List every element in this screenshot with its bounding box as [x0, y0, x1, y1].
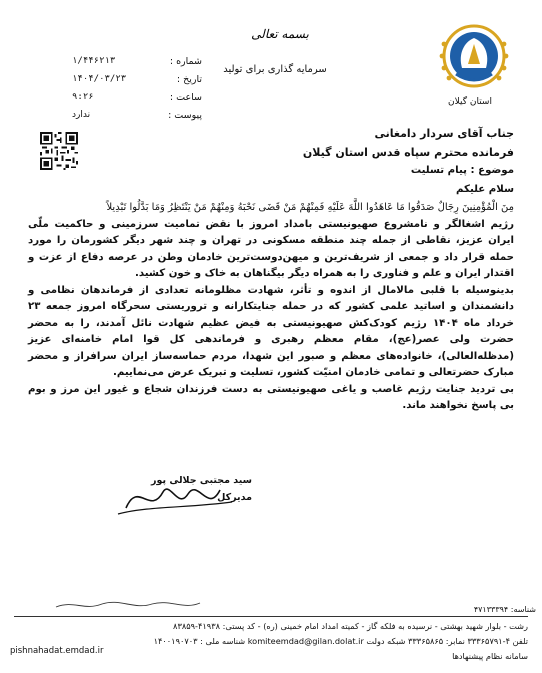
meta-date-row [72, 70, 202, 88]
time-label: ساعت : [169, 91, 202, 103]
recipient-title: فرمانده محترم سپاه قدس استان گیلان [302, 145, 514, 159]
slogan: سرمایه گذاری برای تولید [223, 64, 327, 75]
meta-number-row [72, 52, 202, 70]
paragraph-2: بدینوسیله با قلبی مالامال از اندوه و تأثر، شهادت مظلومانه تعدادی از فرماندهان نظامی و دانشمندان و اساتید علمی کشور که در حمله جنایتکارانه و تروریستی سحرگاه امروز جمعه ۲۳ خرداد ماه ۱۴۰۴ رژیم کودک‌کش صهیونیستی به فیض عظیم شهادت نائل آمدند، را به محضر حضرت ولی عصر(عج)، مقام معظم رهبری و فرماندهی کل قوا امام خامنه‌ای عزیز (مدظله‌العالی)، خانواده‌های معظم و صبور این شهدا، مردم حماسه‌ساز ایران سرافراز و محضر مبارک حضرتعالی و تمامی خادمان امنیّت کشور، تسلیت و تبریک عرض می‌نماییم. [28, 284, 514, 378]
meta-attach-row [72, 106, 202, 124]
letter-greeting: سلام علیکم [456, 183, 514, 195]
attach-value: ندارد [72, 110, 91, 120]
signer-name: سید مجتبی جلالی پور [151, 475, 252, 486]
date-value: ۱۴۰۴/۰۳/۲۳ [72, 74, 127, 84]
letter-body [28, 126, 514, 415]
signer-title: مدیرکل [217, 492, 252, 503]
meta-time-row [72, 88, 202, 106]
province-label: استان گیلان [448, 97, 492, 107]
basmala-calligraphy [240, 18, 320, 50]
footer-calligraphy [54, 598, 202, 612]
website-link[interactable]: pishnahadat.emdad.ir [10, 646, 104, 656]
paragraph-3: بی تردید جنایت رژیم غاصب و یاغی صهیونیستی به دست فرزندان شجاع و غیور این مرز و بوم بی پاسخ نخواهند ماند. [28, 383, 514, 411]
date-label: تاریخ : [176, 73, 202, 85]
footer-address: رشت - بلوار شهید بهشتی - نرسیده به فلکه گاز - کمیته امداد امام خمینی (ره) - کد پستی: ۴۱۹۳۸-۸۳۸۵۹ [173, 621, 528, 631]
recipient-name: جناب آقای سردار دامغانی [374, 127, 514, 140]
number-label: شماره : [169, 55, 202, 67]
quran-verse: مِنَ الْمُؤْمِنِينَ رِجَالٌ صَدَقُوا مَا عَاهَدُوا اللَّهَ عَلَيْهِ فَمِنْهُمْ مَنْ قَضَى نَحْبَهُ وَمِنْهُمْ مَنْ يَنْتَظِرُ وَمَا بَدَّلُوا تَبْدِيلاً [106, 202, 514, 213]
time-value: ۹:۲۶ [72, 92, 94, 102]
paragraph-1: رژیم اشغالگر و نامشروع صهیونیستی بامداد امروز با نقض تمامیت سرزمینی و حاکمیت ملّی ایران عزیز، نقاطی از جمله چند منطقه مسکونی در تهران و چند شهر دیگر کشورمان را مورد حمله قرار داد و جمعی از شریف‌ترین و میهن‌دوست‌ترین خادمان وطن در عرصه دفاع از عزت و اقتدار ایران و علم و فناوری را به همراه دیگر بیگناهان به خاک و خون کشید. [28, 218, 514, 279]
svg-text:بسمه تعالی: بسمه تعالی [251, 27, 309, 41]
attach-label: پیوست : [168, 109, 202, 121]
letter-subject: موضوع : پیام تسلیت [410, 165, 514, 176]
handwritten-signature [108, 470, 238, 525]
letter-footer [14, 616, 528, 664]
document-reference: شناسه: ۴۷۱۳۳۳۹۴ [473, 605, 536, 614]
footer-contact: تلفن ۴-۳۳۳۶۵۷۹۱ نمابر: ۳۳۳۶۵۸۶۵ شبکه دولت komiteemdad@gilan.dolat.ir شناسه ملی : ۱۴۰۰۱۹۰۷۰۳ [153, 636, 528, 646]
footer-system: سامانه نظام پیشنهادها [452, 651, 528, 661]
letter-meta [72, 52, 202, 124]
number-value: ۱/۴۴۶۲۱۳ [72, 56, 116, 66]
